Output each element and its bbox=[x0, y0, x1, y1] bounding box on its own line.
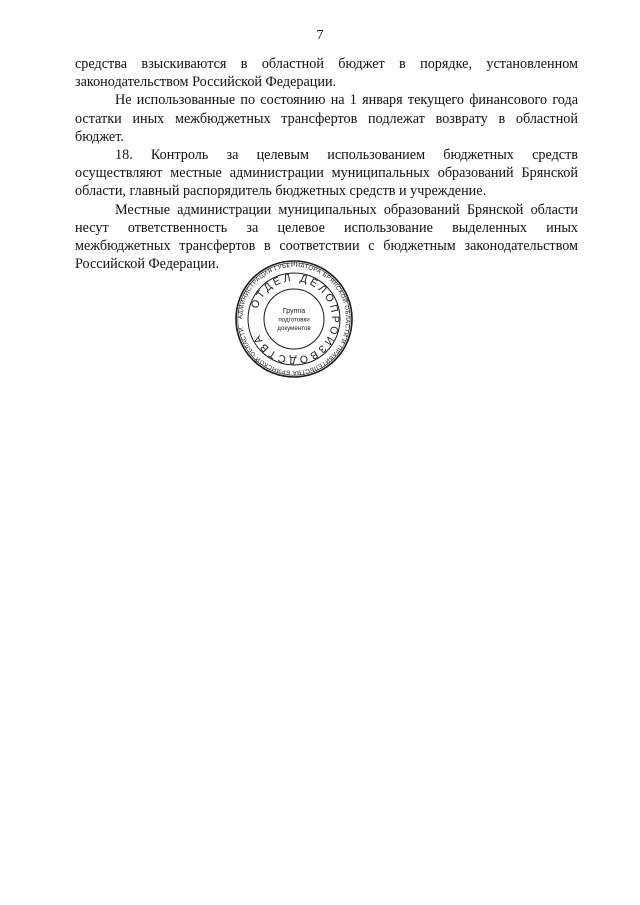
paragraph-2: Не использованные по состоянию на 1 января текущего финансового года остатки иных межбюджетных трансфертов подлежат возврату в областной бюджет. bbox=[75, 92, 578, 145]
paragraph-3: 18. Контроль за целевым использованием бюджетных средств осуществляют местные администрации муниципальных образований Брянской области, главный распорядитель бюджетных средств и учреждение. bbox=[75, 147, 578, 200]
paragraph-1: средства взыскиваются в областной бюджет в порядке, установленном законодательством Российской Федерации. bbox=[75, 56, 578, 91]
page-number: 7 bbox=[316, 28, 324, 43]
stamp-ring-text: ОТДЕЛ ДЕЛОПРОИЗВОДСТВА bbox=[248, 271, 342, 367]
paragraph-4: Местные администрации муниципальных образований Брянской области несут ответственность за целевое использование выделенных иных межбюджетных трансфертов в соответствии с бюджетным законодательством Российской Федерации. bbox=[75, 201, 578, 273]
stamp-center-line-2: подготовки bbox=[278, 316, 310, 324]
official-stamp bbox=[234, 259, 354, 379]
stamp-seal bbox=[234, 259, 354, 379]
stamp-center-line-1: Группа bbox=[282, 308, 306, 315]
stamp-center-line-3: документов bbox=[277, 325, 311, 332]
stamp-outer-text: АДМИНИСТРАЦИЯ ГУБЕРНАТОРА БРЯНСКОЙ ОБЛАСТИ И ПРАВИТЕЛЬСТВА БРЯНСКОЙ ОБЛАСТИ bbox=[237, 262, 351, 376]
document-body bbox=[75, 55, 578, 273]
